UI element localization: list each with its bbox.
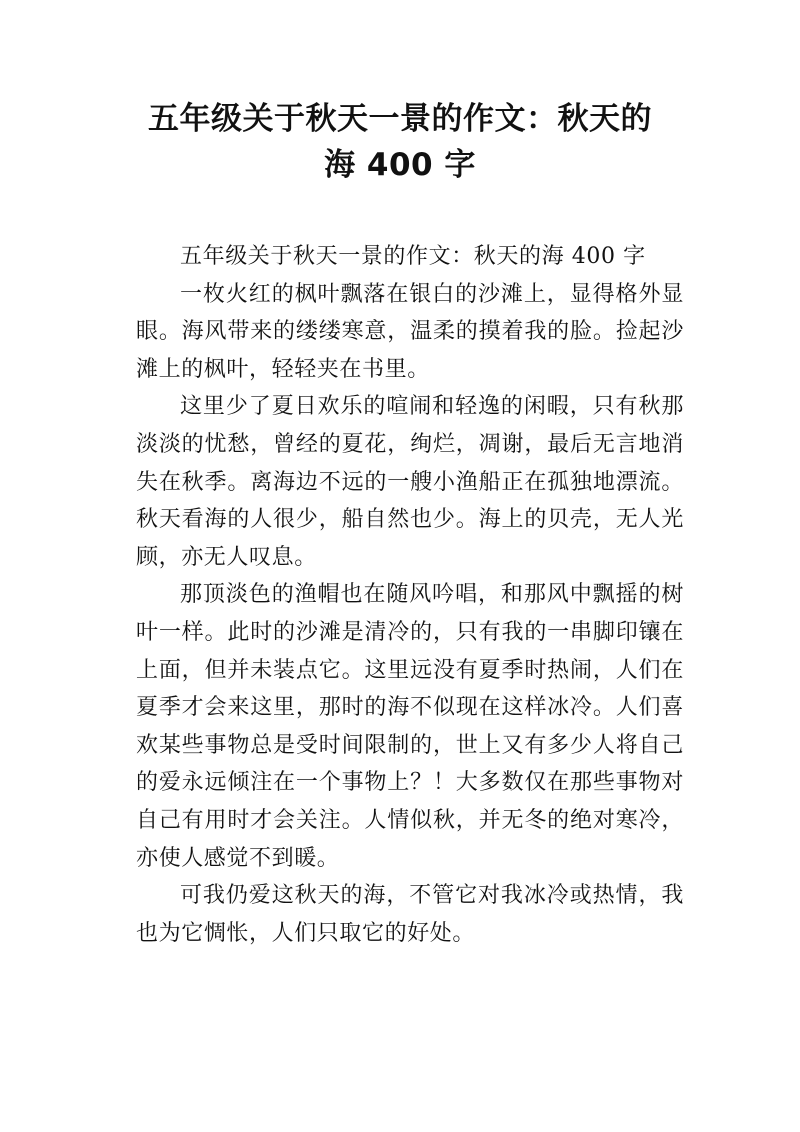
paragraph-subtitle: 五年级关于秋天一景的作文：秋天的海 400 字 (180, 244, 646, 269)
paragraph: 这里少了夏日欢乐的喧闹和轻逸的闲暇，只有秋那淡淡的忧愁，曾经的夏花，绚烂，凋谢，最后无言地消失在秋季。离海边不远的一艘小渔船正在孤独地漂流。秋天看海的人很少，船自然也少。海上的贝壳，无人光顾，亦无人叹息。 (136, 394, 684, 570)
title-line-1: 五年级关于秋天一景的作文：秋天的 (148, 101, 652, 137)
document-body (136, 238, 684, 952)
paragraph: 可我仍爱这秋天的海，不管它对我冰冷或热情，我也为它惆怅，人们只取它的好处。 (136, 883, 684, 946)
paragraph: 那顶淡色的渔帽也在随风吟唱，和那风中飘摇的树叶一样。此时的沙滩是清冷的，只有我的一串脚印镶在上面，但并未装点它。这里远没有夏季时热闹，人们在夏季才会来这里，那时的海不似现在这样冰冷。人们喜欢某些事物总是受时间限制的，世上又有多少人将自己的爱永远倾注在一个事物上？！大多数仅在那些事物对自己有用时才会关注。人情似秋，并无冬的绝对寒冷，亦使人感觉不到暖。 (136, 582, 684, 871)
title-line-2: 海 400 字 (324, 147, 476, 183)
document-title (100, 96, 700, 188)
paragraph: 一枚火红的枫叶飘落在银白的沙滩上，显得格外显眼。海风带来的缕缕寒意，温柔的摸着我的脸。捡起沙滩上的枫叶，轻轻夹在书里。 (136, 281, 684, 382)
